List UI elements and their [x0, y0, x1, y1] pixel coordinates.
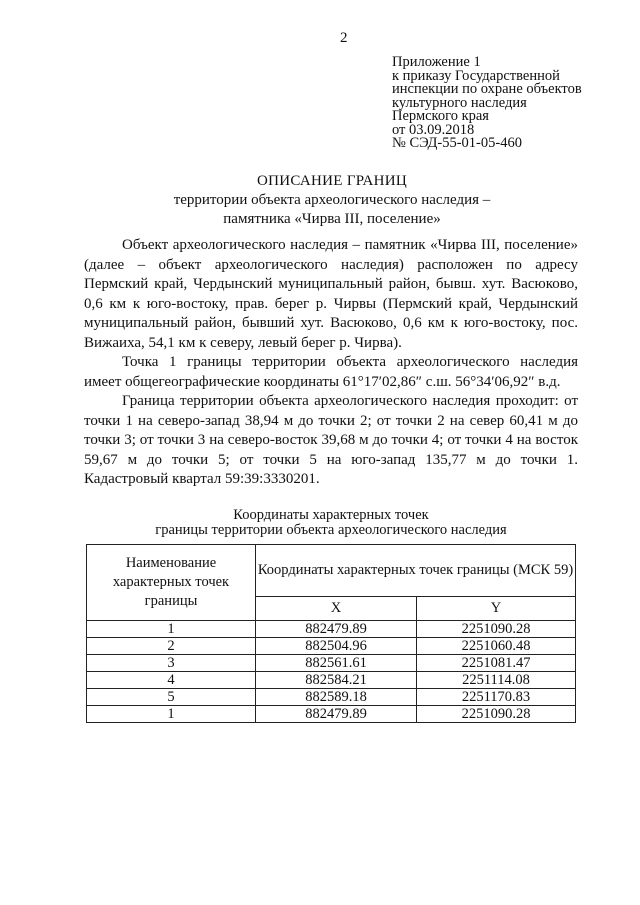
table-row	[87, 689, 576, 706]
appendix-line: к приказу Государственной	[392, 67, 560, 84]
cell-y: 2251081.47	[417, 655, 576, 672]
cell-point: 1	[87, 706, 256, 723]
cell-point: 4	[87, 672, 256, 689]
appendix-line: культурного наследия	[392, 94, 527, 111]
cell-y: 2251090.28	[417, 706, 576, 723]
cell-x: 882584.21	[256, 672, 417, 689]
paragraph-location: Объект археологического наследия – памятник «Чирва III, поселение» (далее – объект археологического наследия) расположен по адресу Пермский край, Чердынский муниципальный район, бывш. хут. Васюково, 0,6 км к юго-востоку, прав. берег р. Чирвы (Пермский край, Чердынский муниципальный район, бывший хут. Васюково, 0,6 км к юго-востоку, пос. Вижаиха, 54,1 км к северу, левый берег р. Чирва).	[84, 237, 578, 351]
cell-point: 5	[87, 689, 256, 706]
table-caption	[84, 508, 578, 537]
cell-x: 882479.89	[256, 621, 417, 638]
appendix-block	[392, 56, 637, 151]
cell-point: 3	[87, 655, 256, 672]
cell-x: 882504.96	[256, 638, 417, 655]
appendix-line: Пермского края	[392, 108, 489, 124]
cell-point: 2	[87, 638, 256, 655]
appendix-line: инспекции по охране объектов	[392, 81, 582, 97]
table-caption-line-2: границы территории объекта археологического наследия	[155, 521, 507, 538]
coordinates-table	[86, 544, 576, 723]
table-row	[87, 621, 576, 638]
header-point-name: Наименование характерных точек границы	[87, 545, 256, 621]
title-line-3: памятника «Чирва III, поселение»	[223, 211, 441, 227]
table-row	[87, 672, 576, 689]
header-coordinates: Координаты характерных точек границы (МСК 59)	[256, 545, 576, 597]
cell-y: 2251114.08	[417, 672, 576, 689]
cell-point: 1	[87, 621, 256, 638]
cell-y: 2251060.48	[417, 638, 576, 655]
document-title	[0, 172, 640, 229]
table-row	[87, 638, 576, 655]
table-row	[87, 706, 576, 723]
appendix-line: от 03.09.2018	[392, 121, 475, 138]
table-row	[87, 655, 576, 672]
appendix-line: Приложение 1	[392, 54, 481, 70]
body-text	[84, 236, 578, 490]
title-heading: ОПИСАНИЕ ГРАНИЦ	[256, 173, 408, 189]
cell-y: 2251170.83	[417, 689, 576, 706]
appendix-line: № СЭД-55-01-05-460	[392, 135, 522, 151]
table-caption-line-1: Координаты характерных точек	[233, 507, 429, 523]
cell-x: 882479.89	[256, 706, 417, 723]
paragraph-boundary: Граница территории объекта археологического наследия проходит: от точки 1 на северо-запад 38,94 м до точки 2; от точки 2 на север 60,41 м до точки 3; от точки 3 на северо-восток 39,68 м до точки 4; от точки 4 на восток 59,67 м до точки 5; от точки 5 на юго-запад 135,77 м до точки 1. Кадастровый квартал 59:39:3330201.	[84, 393, 578, 487]
cell-x: 882561.61	[256, 655, 417, 672]
paragraph-coordinates: Точка 1 границы территории объекта археологического наследия имеет общегеографические координаты 61°17′02,86″ с.ш. 56°34′06,92″ в.д.	[84, 354, 578, 390]
header-y: Y	[417, 596, 576, 620]
header-x: X	[256, 596, 417, 620]
cell-x: 882589.18	[256, 689, 417, 706]
cell-y: 2251090.28	[417, 621, 576, 638]
title-line-2: территории объекта археологического наследия –	[173, 192, 491, 208]
page-number: 2	[340, 30, 348, 46]
